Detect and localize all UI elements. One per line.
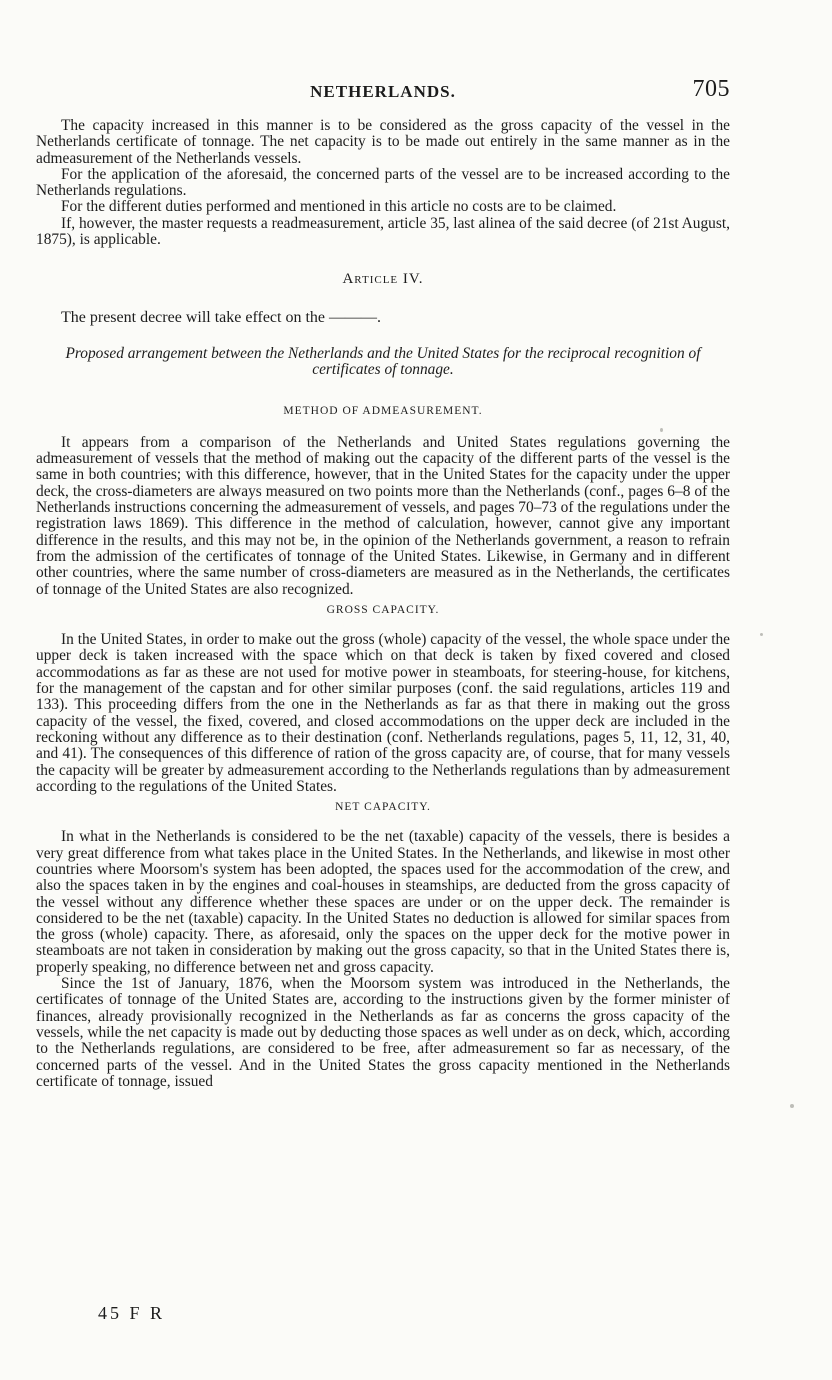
paragraph: In the United States, in order to make out the gross (whole) capacity of the vessel, the whole space under the upper deck is taken increased with the space which on that deck is taken by fixed covered and closed accommodations as far as these are not used for motive power in steamboats, for steering-house, for kitchens, for the management of the capstan and for other similar purposes (conf. the said regulations, articles 119 and 133). This proceeding differs from the one in the Netherlands as far as that there in making out the gross capacity of the vessel, the fixed, covered, and closed accommodations on the upper deck are included in the reckoning without any difference as to their destination (conf. Netherlands regulations, pages 5, 11, 12, 31, 40, and 41). The consequences of this difference of ration of the gross capacity are, of course, that for many vessels the capacity will be greater by admeasurement according to the Netherlands regulations than by admeasurement according to the regulations of the United States. xyxy=(36,631,730,795)
proposal-title: Proposed arrangement between the Netherlands and the United States for the reciprocal recognition of certificates of tonnage. xyxy=(65,344,701,379)
paragraph: For the application of the aforesaid, the concerned parts of the vessel are to be increased according to the Netherlands regulations. xyxy=(36,165,730,200)
section-heading-gross: GROSS CAPACITY. xyxy=(326,603,440,616)
article-heading: Article IV. xyxy=(342,271,424,288)
paragraph: In what in the Netherlands is considered to be the net (taxable) capacity of the vessels, there is besides a very great difference from what takes place in the United States. In the Netherlands, and likewise in most other countries where Moorsom's system has been adopted, the spaces used for the accommodation of the crew, and also the spaces taken in by the engines and coal-houses in steamships, are deducted from the gross capacity of the vessel without any difference whether these spaces are under or on the upper deck. The remainder is considered to be the net (taxable) capacity. In the United States no deduction is allowed for similar spaces from the gross (whole) capacity. There, as aforesaid, only the spaces on the upper deck for the motive power in steamboats are not taken in consideration by making out the gross capacity, so that in the United States there is, properly speaking, no difference between net and gross capacity. xyxy=(36,828,730,976)
paragraph: Since the 1st of January, 1876, when the Moorsom system was introduced in the Netherlands, the certificates of tonnage of the United States are, according to the instructions given by the former minister of finances, already provisionally recognized in the Netherlands as far as concerns the gross capacity of the vessels, while the net capacity is made out by deducting those spaces as well under as on deck, which, according to the Netherlands regulations, are considered to be free, after admeasurement so far as necessary, of the concerned parts of the vessel. And in the United States the gross capacity mentioned in the Netherlands certificate of tonnage, issued xyxy=(36,975,730,1090)
section-heading-net: NET CAPACITY. xyxy=(335,801,431,814)
paragraph: For the different duties performed and mentioned in this article no costs are to be claimed. xyxy=(61,198,617,216)
body-text xyxy=(36,118,730,1090)
page-header xyxy=(36,76,730,106)
section-heading-method: METHOD OF ADMEASUREMENT. xyxy=(283,404,483,417)
signature-mark: 45 F R xyxy=(98,1303,166,1323)
page-number: 705 xyxy=(692,76,730,102)
decree-paragraph: The present decree will take effect on the ———. xyxy=(61,308,382,326)
paragraph: If, however, the master requests a readmeasurement, article 35, last alinea of the said decree (of 21st August, 1875), is applicable. xyxy=(36,214,730,249)
ink-smudge xyxy=(760,633,763,636)
ink-smudge xyxy=(790,1104,794,1108)
running-head: NETHERLANDS. xyxy=(310,82,456,101)
paragraph: It appears from a comparison of the Netherlands and United States regulations governing the admeasurement of vessels that the method of making out the capacity of the different parts of the vessel is the same in both countries; with this difference, however, that in the United States for the capacity under the upper deck, the cross-diameters are always measured on two points more than the Netherlands (conf., pages 6–8 of the Netherlands instructions concerning the admeasurement of vessels, and pages 70–73 of the regulations under the registration laws 1869). This difference in the method of calculation, however, cannot give any important difference in the results, and this may not be, in the opinion of the Netherlands government, a reason to refrain from the admission of the certificates of tonnage of the United States. Likewise, in Germany and in different other countries, where the same number of cross-diameters are measured as in the Netherlands, the certificates of tonnage of the United States are also recognized. xyxy=(36,433,730,598)
paragraph: The capacity increased in this manner is to be considered as the gross capacity of the vessel in the Netherlands certificate of tonnage. The net capacity is to be made out entirely in the same manner as in the admeasurement of the Netherlands vessels. xyxy=(36,117,730,167)
